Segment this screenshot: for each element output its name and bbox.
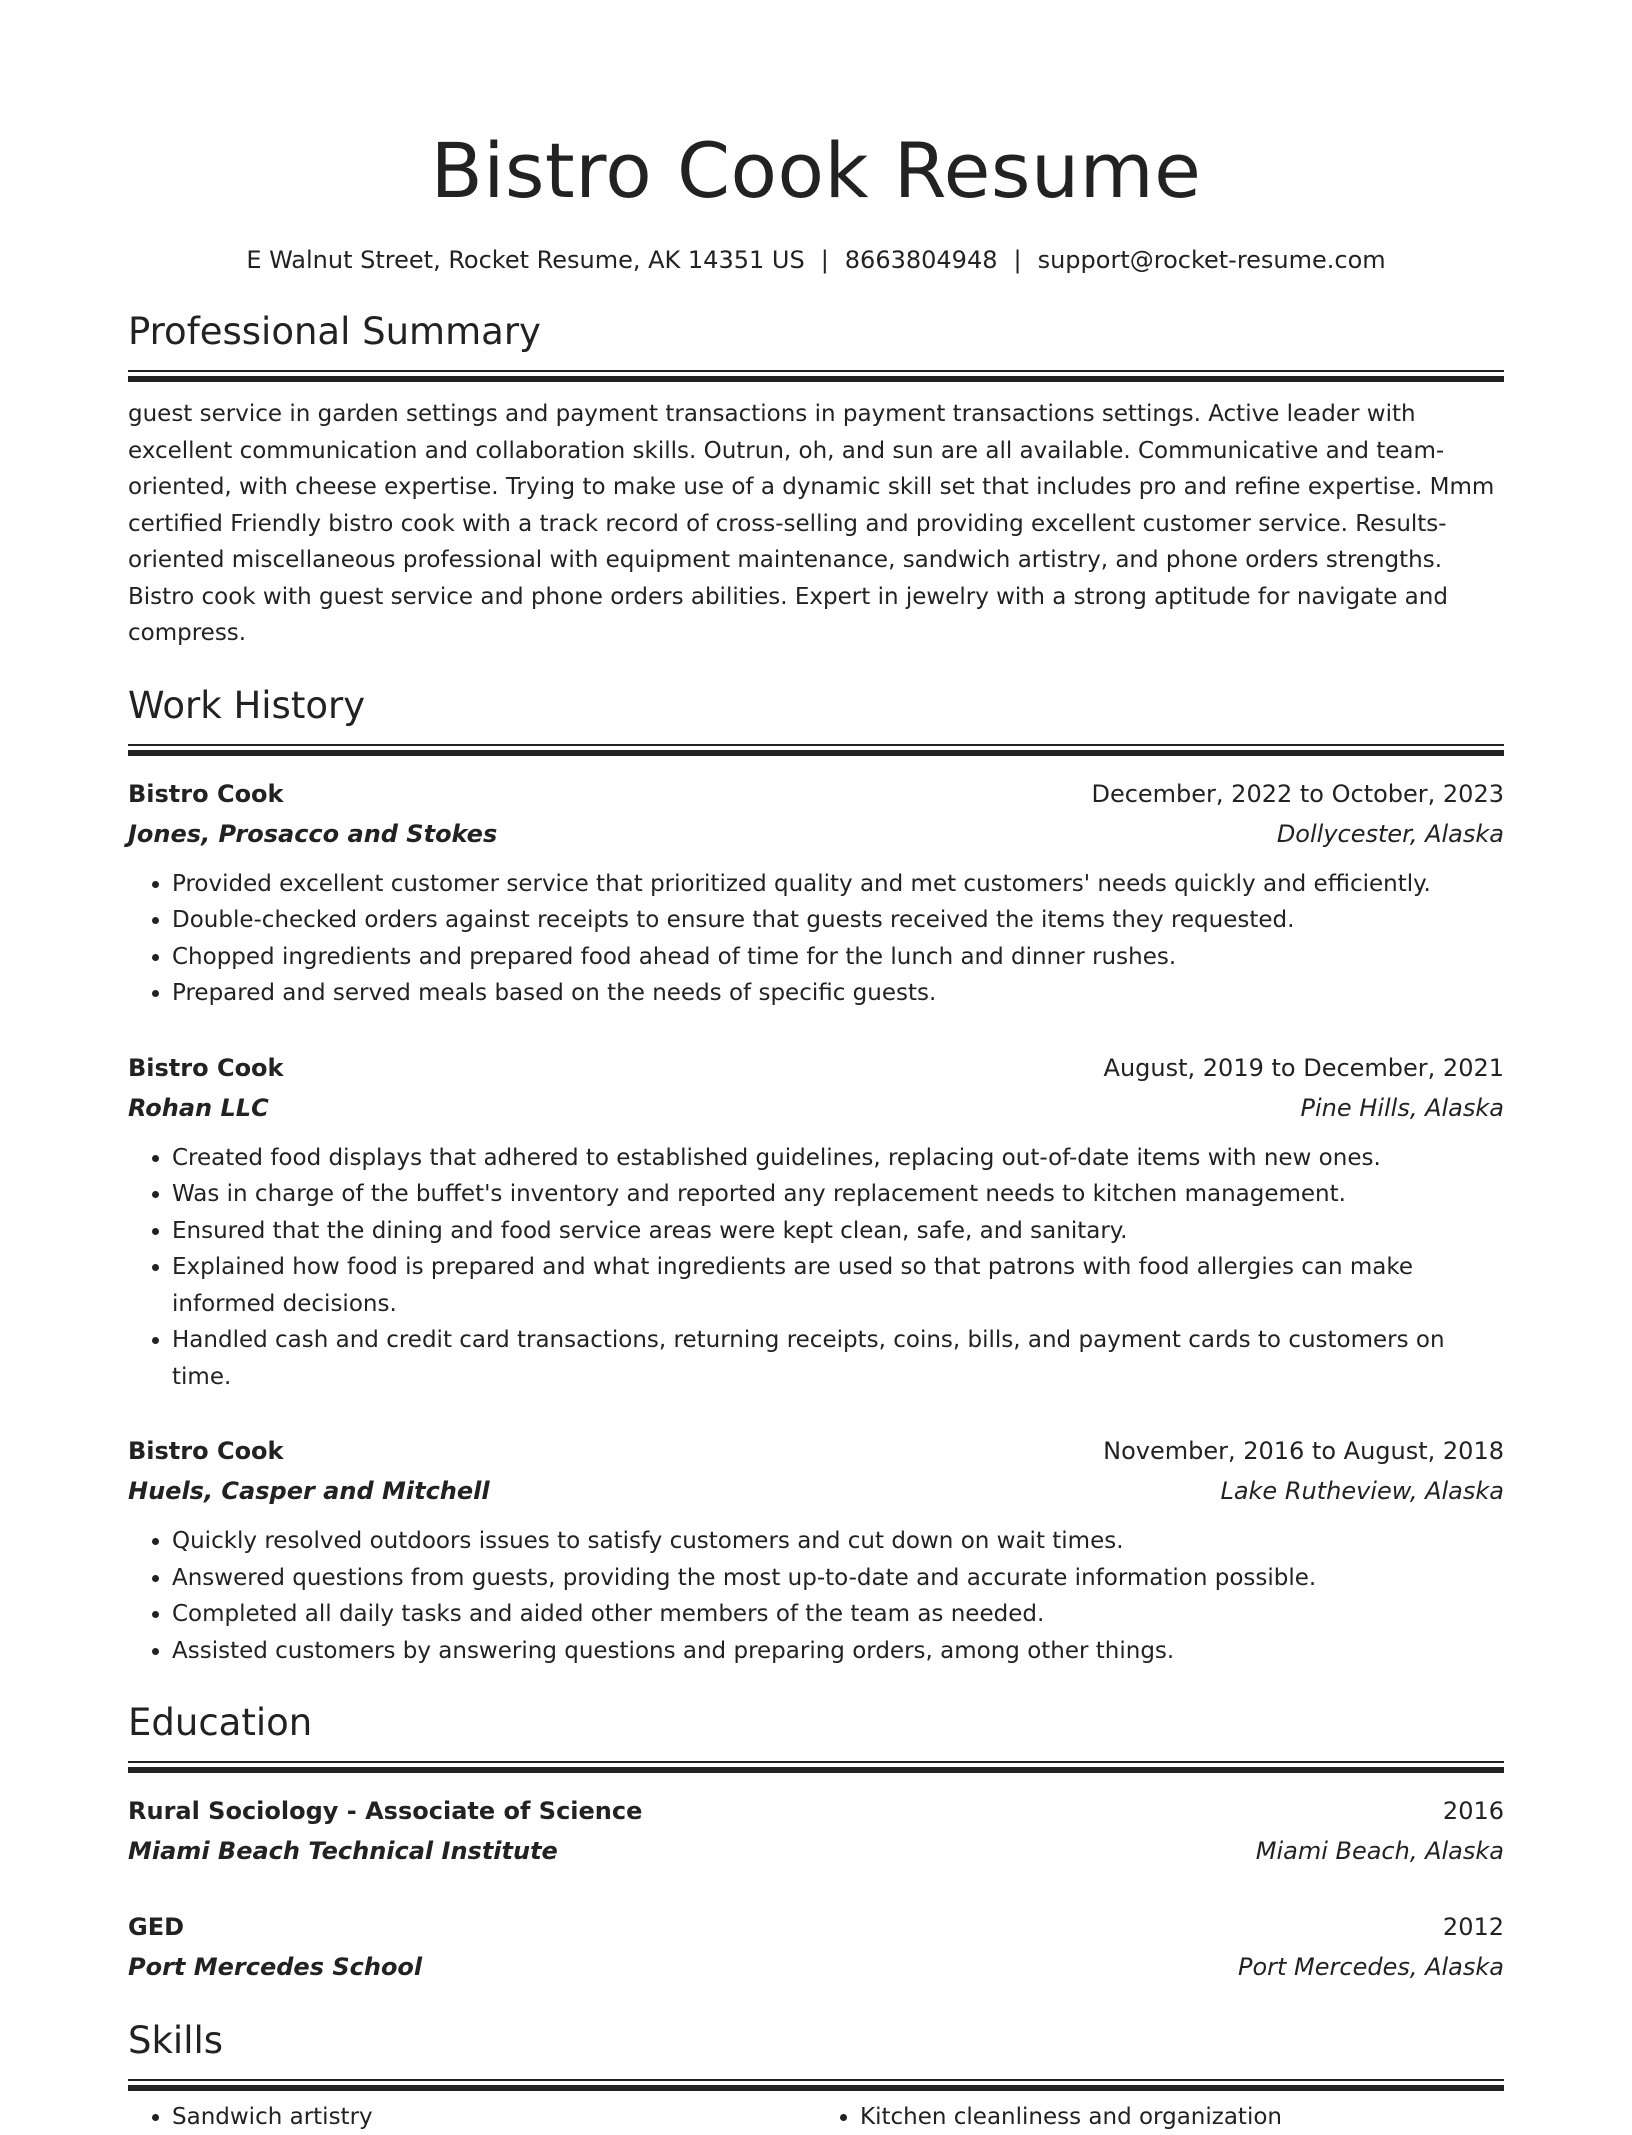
- job-duty: • Double-checked orders against receipts to ensure that guests received the items they requested.: [172, 902, 1504, 939]
- job-duty: • Quickly resolved outdoors issues to satisfy customers and cut down on wait times.: [172, 1523, 1504, 1560]
- skill-item: • Kitchen cleanliness and organization: [860, 2099, 1504, 2135]
- section-divider: [128, 2079, 1504, 2091]
- section-heading-skills: Skills: [128, 2019, 224, 2062]
- skills-column-right: [816, 2099, 1504, 2135]
- job-duty: • Created food displays that adhered to established guidelines, replacing out-of-date items with new ones.: [172, 1140, 1504, 1177]
- job-location: Pine Hills, Alaska: [1300, 1093, 1504, 1122]
- education-entry: [128, 1791, 1504, 1871]
- skill-item: • Sandwich artistry: [172, 2099, 816, 2135]
- section-divider: [128, 1761, 1504, 1773]
- skills-list: [128, 2099, 1504, 2135]
- education-degree: Rural Sociology - Associate of Science: [128, 1797, 643, 1825]
- education-location: Miami Beach, Alaska: [1255, 1837, 1504, 1865]
- education-school: Port Mercedes School: [128, 1953, 423, 1981]
- education-section: [128, 1697, 1504, 1987]
- job-dates: August, 2019 to December, 2021: [1103, 1053, 1504, 1082]
- job-duty: • Explained how food is prepared and what ingredients are used so that patrons with food allergies can make informed decisions.: [172, 1249, 1504, 1322]
- job-duty: • Ensured that the dining and food service areas were kept clean, safe, and sanitary.: [172, 1213, 1504, 1250]
- job-company: Jones, Prosacco and Stokes: [128, 819, 498, 848]
- job-entry: [128, 1431, 1504, 1669]
- education-location: Port Mercedes, Alaska: [1237, 1953, 1504, 1981]
- skills-column-left: [128, 2099, 816, 2135]
- job-duty: • Handled cash and credit card transactions, returning receipts, coins, bills, and payment cards to customers on time.: [172, 1322, 1504, 1395]
- contact-address: E Walnut Street, Rocket Resume, AK 14351 US: [246, 246, 805, 274]
- contact-email: support@rocket-resume.com: [1037, 246, 1386, 274]
- education-degree: GED: [128, 1913, 185, 1941]
- job-dates: December, 2022 to October, 2023: [1091, 779, 1504, 808]
- summary-section: [128, 306, 1504, 652]
- contact-separator: |: [820, 246, 829, 274]
- job-location: Lake Rutheview, Alaska: [1220, 1477, 1504, 1505]
- job-duty: • Provided excellent customer service that prioritized quality and met customers' needs quickly and efficiently.: [172, 866, 1504, 903]
- resume-title: Bistro Cook Resume: [430, 126, 1202, 215]
- education-year: 2016: [1442, 1797, 1504, 1825]
- job-dates: November, 2016 to August, 2018: [1103, 1437, 1504, 1465]
- job-entry: [128, 774, 1504, 1012]
- job-title: Bistro Cook: [128, 1437, 284, 1465]
- contact-separator: |: [1013, 246, 1022, 274]
- contact-phone: 8663804948: [844, 246, 998, 274]
- summary-text: guest service in garden settings and payment transactions in payment transactions settings. Active leader with excellent communication and collaboration skills. Outrun, oh, and sun are all available. Communicative and team-oriented, with cheese expertise. Trying to make use of a dynamic skill set that includes pro and refine expertise. Mmm certified Friendly bistro cook with a track record of cross-selling and providing excellent customer service. Results-oriented miscellaneous professional with equipment maintenance, sandwich artistry, and phone orders strengths. Bistro cook with guest service and phone orders abilities. Expert in jewelry with a strong aptitude for navigate and compress.: [128, 401, 1495, 646]
- education-entry: [128, 1907, 1504, 1987]
- section-heading-education: Education: [128, 1701, 313, 1744]
- job-company: Huels, Casper and Mitchell: [128, 1477, 490, 1505]
- contact-line: [128, 242, 1504, 278]
- section-heading-work: Work History: [128, 683, 366, 727]
- job-entry: [128, 1048, 1504, 1396]
- job-duty: • Assisted customers by answering questions and preparing orders, among other things.: [172, 1633, 1504, 1670]
- job-duties: [128, 1140, 1504, 1396]
- job-duty: • Chopped ingredients and prepared food ahead of time for the lunch and dinner rushes.: [172, 939, 1504, 976]
- job-duty: • Completed all daily tasks and aided other members of the team as needed.: [172, 1596, 1504, 1633]
- skills-section: [128, 2015, 1504, 2135]
- job-duties: [128, 1523, 1504, 1669]
- education-school: Miami Beach Technical Institute: [128, 1837, 558, 1865]
- job-location: Dollycester, Alaska: [1276, 819, 1504, 848]
- section-heading-summary: Professional Summary: [128, 310, 541, 353]
- job-company: Rohan LLC: [128, 1093, 269, 1122]
- section-divider: [128, 744, 1504, 756]
- job-duty: • Was in charge of the buffet's inventory and reported any replacement needs to kitchen management.: [172, 1176, 1504, 1213]
- job-duty: • Answered questions from guests, providing the most up-to-date and accurate information possible.: [172, 1560, 1504, 1597]
- job-title: Bistro Cook: [128, 1053, 284, 1082]
- work-history-section: [128, 680, 1504, 1670]
- section-divider: [128, 370, 1504, 382]
- job-duties: [128, 866, 1504, 1012]
- job-title: Bistro Cook: [128, 779, 284, 808]
- education-year: 2012: [1442, 1913, 1504, 1941]
- job-duty: • Prepared and served meals based on the needs of specific guests.: [172, 975, 1504, 1012]
